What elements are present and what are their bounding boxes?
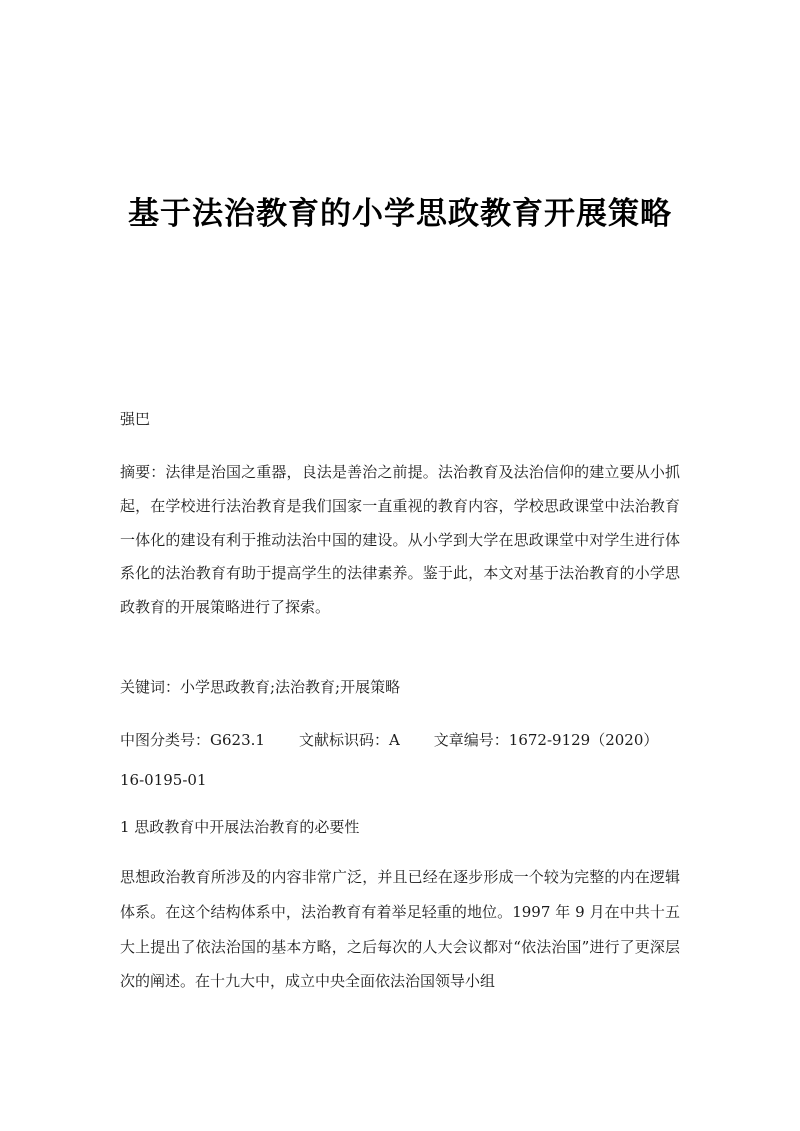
paper-title: 基于法治教育的小学思政教育开展策略 — [128, 196, 672, 232]
keywords-line: 关键词：小学思政教育;法治教育;开展策略 — [120, 678, 401, 696]
document-code: 文献标识码：A — [298, 731, 400, 749]
clc-number: 中图分类号：G623.1 — [120, 731, 265, 749]
article-number: 文章编号：1672-9129（2020）16-0195-01 — [120, 731, 659, 789]
author-name: 强巴 — [120, 410, 151, 428]
section-heading: 1 思政教育中开展法治教育的必要性 — [120, 818, 360, 836]
classification-line — [120, 720, 680, 800]
body-paragraph: 思想政治教育所涉及的内容非常广泛，并且已经在逐步形成一个较为完整的内在逻辑体系。在这个结构体系中，法治教育有着举足轻重的地位。1997 年 9 月在中共十五大上提出了依法治国的基本方略，之后每次的人大会议都对“依法治国”进行了更深层次的阐述。在十九大中，成立中央全面依法治国领导小组 — [120, 868, 680, 991]
abstract-paragraph: 摘要：法律是治国之重器，良法是善治之前提。法治教育及法治信仰的建立要从小抓起，在学校进行法治教育是我们国家一直重视的教育内容，学校思政课堂中法治教育一体化的建设有利于推动法治中国的建设。从小学到大学在思政课堂中对学生进行体系化的法治教育有助于提高学生的法律素养。鉴于此，本文对基于法治教育的小学思政教育的开展策略进行了探索。 — [120, 463, 680, 617]
